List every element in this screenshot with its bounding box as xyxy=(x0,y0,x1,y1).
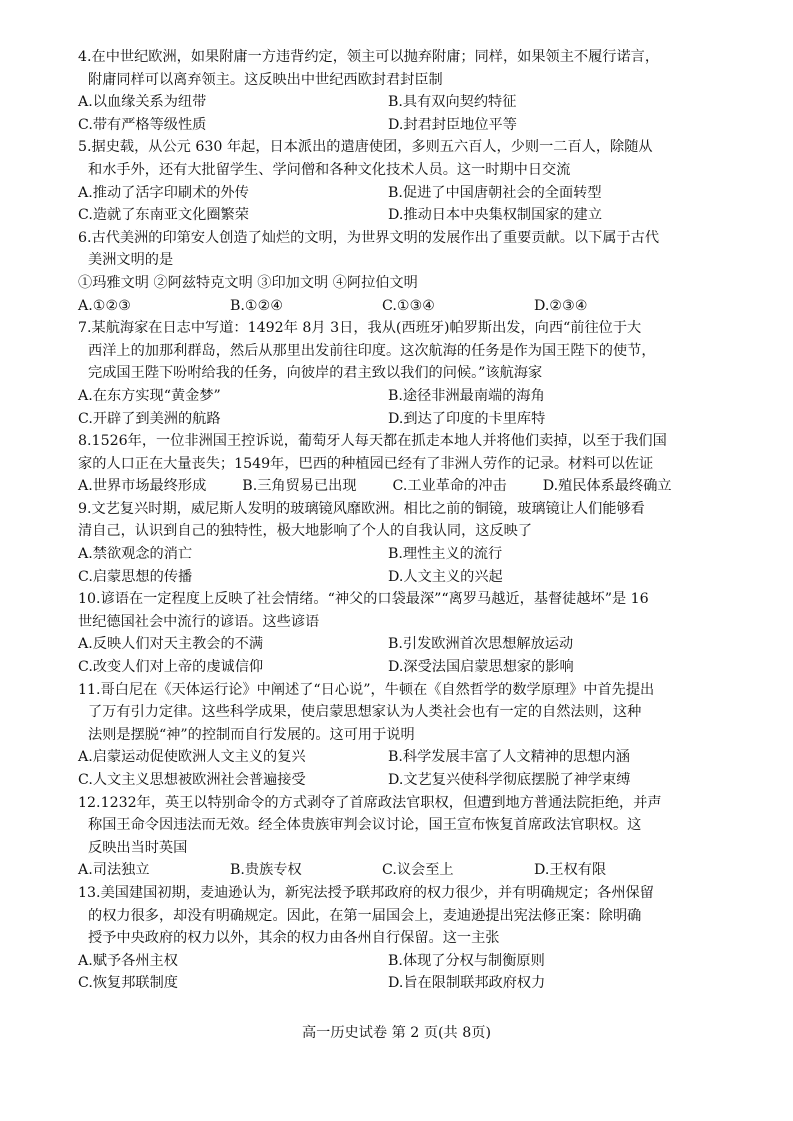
question-5 xyxy=(78,136,718,226)
options-row xyxy=(78,385,718,408)
option-c[interactable]: C.带有严格等级性质 xyxy=(78,116,207,133)
option-a[interactable]: A.禁欲观念的消亡 xyxy=(78,546,193,563)
question-stem: 清自己，认识到自己的独特性，极大地影响了个人的自我认同，这反映了 xyxy=(78,523,533,540)
option-d[interactable]: D.封君封臣地位平等 xyxy=(388,116,517,133)
question-7 xyxy=(78,317,718,430)
question-stem: 完成国王陛下吩咐给我的任务，向彼岸的君主致以我们的问候。”该航海家 xyxy=(88,365,543,382)
question-stem: 反映出当时英国 xyxy=(88,839,188,856)
question-stem: 西洋上的加那利群岛，然后从那里出发前往印度。这次航海的任务是作为国王陛下的使节， xyxy=(88,342,656,359)
question-13 xyxy=(78,882,718,995)
options-row xyxy=(78,566,718,589)
question-stem: 7.某航海家在日志中写道：1492年 8月 3日，我从(西班牙)帕罗斯出发，向西“前往位于大 xyxy=(78,320,642,337)
question-6 xyxy=(78,227,718,317)
question-12 xyxy=(78,792,718,882)
question-stem: 世纪德国社会中流行的谚语。这些谚语 xyxy=(78,613,320,630)
options-row xyxy=(78,114,718,137)
question-stem: 4.在中世纪欧洲，如果附庸一方违背约定，领主可以抛弃附庸；同样，如果领主不履行诺言， xyxy=(78,49,660,65)
option-b[interactable]: B.体现了分权与制衡原则 xyxy=(388,952,545,969)
question-10 xyxy=(78,588,718,678)
question-choices-list: ①玛雅文明 ②阿兹特克文明 ③印加文明 ④阿拉伯文明 xyxy=(78,274,418,291)
options-row xyxy=(78,746,718,769)
option-c[interactable]: C.人文主义思想被欧洲社会普遍接受 xyxy=(78,772,306,788)
question-stem: 授予中央政府的权力以外，其余的权力由各州自行保留。这一主张 xyxy=(88,930,500,947)
question-stem: 5.据史载，从公元 630 年起，日本派出的遣唐使团，多则五六百人，少则一二百人，除随从 xyxy=(78,139,653,156)
option-b[interactable]: B.理性主义的流行 xyxy=(388,546,503,563)
option-d[interactable]: D.王权有限 xyxy=(534,862,607,879)
option-b[interactable]: B.科学发展丰富了人文精神的思想内涵 xyxy=(388,749,630,766)
option-c[interactable]: C.造就了东南亚文化圈繁荣 xyxy=(78,207,249,224)
option-a[interactable]: A.推动了活字印刷术的外传 xyxy=(78,184,249,201)
option-c[interactable]: C.议会至上 xyxy=(382,862,454,879)
question-9 xyxy=(78,498,718,588)
question-stem: 的权力很多，却没有明确规定。因此，在第一届国会上，麦迪逊提出宪法修正案：除明确 xyxy=(88,907,642,924)
option-d[interactable]: D.到达了印度的卡里库特 xyxy=(388,410,546,427)
option-c[interactable]: C.开辟了到美洲的航路 xyxy=(78,410,221,427)
question-4 xyxy=(78,46,718,136)
option-b[interactable]: B.具有双向契约特征 xyxy=(388,94,517,111)
question-stem: 美洲文明的是 xyxy=(88,252,174,269)
option-c[interactable]: C.工业革命的冲击 xyxy=(392,478,507,495)
options-row xyxy=(78,408,718,431)
options-row xyxy=(78,91,718,114)
option-a[interactable]: A.以血缘关系为纽带 xyxy=(78,94,207,111)
option-d[interactable]: D.人文主义的兴起 xyxy=(388,568,503,585)
question-stem: 称国王命令因违法而无效。经全体贵族审判会议讨论，国王宣布恢复首席政法官职权。这 xyxy=(88,817,642,834)
options-row xyxy=(78,950,718,973)
option-d[interactable]: D.深受法国启蒙思想家的影响 xyxy=(388,659,574,676)
question-11 xyxy=(78,679,718,792)
page-footer: 高一历史试卷 第 2 页(共 8页) xyxy=(301,1025,492,1041)
question-stem: 12.1232年，英王以特别命令的方式剥夺了首席政法官职权，但遭到地方普通法院拒绝，并声 xyxy=(78,794,662,811)
option-a[interactable]: A.在东方实现“黄金梦” xyxy=(78,387,221,404)
option-b[interactable]: B.引发欧洲首次思想解放运动 xyxy=(388,636,574,653)
option-d[interactable]: D.推动日本中央集权制国家的建立 xyxy=(388,207,603,224)
question-8 xyxy=(78,430,718,498)
question-stem: 法则是摆脱“神”的控制而自行发展的。这可用于说明 xyxy=(88,726,415,743)
question-stem: 家的人口正在大量丧失；1549年，巴西的种植园已经有了非洲人劳作的记录。材料可以佐证 xyxy=(78,455,654,472)
question-stem: 9.文艺复兴时期，威尼斯人发明的玻璃镜风靡欧洲。相比之前的铜镜，玻璃镜让人们能够看 xyxy=(78,500,645,517)
option-d[interactable]: D.文艺复兴使科学彻底摆脱了神学束缚 xyxy=(388,772,631,788)
options-row xyxy=(78,972,718,995)
options-row xyxy=(78,475,718,498)
exam-page xyxy=(78,46,718,995)
option-b[interactable]: B.贵族专权 xyxy=(230,862,302,879)
option-a[interactable]: A.司法独立 xyxy=(78,862,150,879)
question-stem: 了万有引力定律。这些科学成果，使启蒙思想家认为人类社会也有一定的自然法则，这种 xyxy=(88,704,642,721)
options-row xyxy=(78,656,718,679)
option-c[interactable]: C.①③④ xyxy=(382,297,436,314)
option-c[interactable]: C.启蒙思想的传播 xyxy=(78,568,193,585)
option-b[interactable]: B.三角贸易已出现 xyxy=(242,478,357,495)
option-c[interactable]: C.恢复邦联制度 xyxy=(78,975,178,992)
question-stem: 8.1526年，一位非洲国王控诉说，葡萄牙人每天都在抓走本地人并将他们卖掉，以至于我们国 xyxy=(78,433,667,450)
options-row xyxy=(78,859,718,882)
option-d[interactable]: D.②③④ xyxy=(534,297,588,314)
option-a[interactable]: A.赋予各州主权 xyxy=(78,952,178,969)
question-stem: 10.谚语在一定程度上反映了社会情绪。“神父的口袋最深”“离罗马越近，基督徒越坏”是 16 xyxy=(78,591,649,608)
option-d[interactable]: D.旨在限制联邦政府权力 xyxy=(388,975,546,992)
option-a[interactable]: A.①②③ xyxy=(78,297,131,314)
option-a[interactable]: A.世界市场最终形成 xyxy=(78,478,207,495)
option-a[interactable]: A.启蒙运动促使欧洲人文主义的复兴 xyxy=(78,749,306,766)
options-row xyxy=(78,182,718,205)
question-stem: 6.古代美洲的印第安人创造了灿烂的文明，为世界文明的发展作出了重要贡献。以下属于古代 xyxy=(78,229,660,246)
option-c[interactable]: C.改变人们对上帝的虔诚信仰 xyxy=(78,659,264,676)
option-a[interactable]: A.反映人们对天主教会的不满 xyxy=(78,636,264,653)
question-stem: 11.哥白尼在《天体运行论》中阐述了“日心说”，牛顿在《自然哲学的数学原理》中首先提出 xyxy=(78,681,655,698)
option-b[interactable]: B.促进了中国唐朝社会的全面转型 xyxy=(388,184,602,201)
option-b[interactable]: B.①②④ xyxy=(230,297,284,314)
question-stem: 和水手外，还有大批留学生、学问僧和各种文化技术人员。这一时期中日交流 xyxy=(88,161,571,178)
question-stem: 附庸同样可以离弃领主。这反映出中世纪西欧封君封臣制 xyxy=(88,71,443,88)
option-d[interactable]: D.殖民体系最终确立 xyxy=(542,478,672,495)
question-stem: 13.美国建国初期，麦迪逊认为，新宪法授予联邦政府的权力很少，并有明确规定；各州保留 xyxy=(78,884,654,901)
options-row xyxy=(78,204,718,227)
option-b[interactable]: B.途径非洲最南端的海角 xyxy=(388,387,545,404)
options-row xyxy=(78,633,718,656)
options-row xyxy=(78,543,718,566)
options-row xyxy=(78,295,718,318)
options-row xyxy=(78,769,718,792)
